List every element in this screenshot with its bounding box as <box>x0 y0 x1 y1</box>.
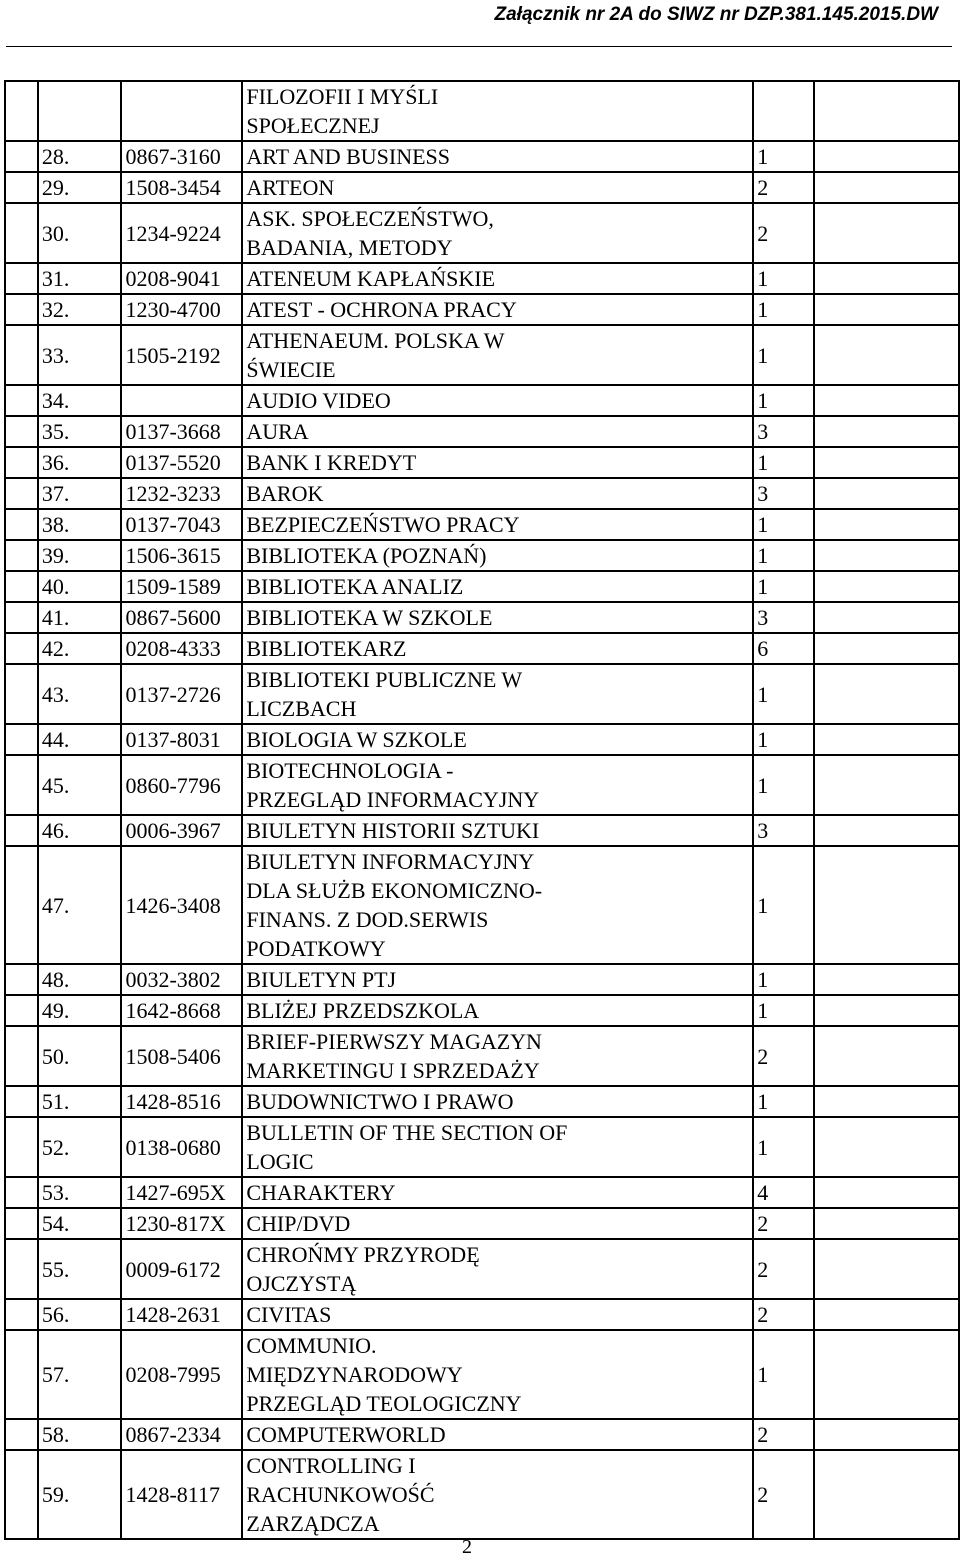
issn-cell: 0009-6172 <box>121 1239 242 1299</box>
row-number-cell: 40. <box>38 571 122 602</box>
blank-cell <box>814 755 959 815</box>
blank-cell <box>5 755 38 815</box>
title-text: AUDIO VIDEO <box>246 388 391 413</box>
count-cell: 1 <box>753 664 814 724</box>
title-cell <box>242 416 753 447</box>
issn-cell: 0867-3160 <box>121 141 242 172</box>
row-number-cell: 39. <box>38 540 122 571</box>
table-row <box>5 1086 959 1117</box>
count-cell: 2 <box>753 203 814 263</box>
count-cell: 1 <box>753 1086 814 1117</box>
row-number-cell: 35. <box>38 416 122 447</box>
blank-cell <box>5 664 38 724</box>
row-number-cell: 42. <box>38 633 122 664</box>
table-row <box>5 1330 959 1419</box>
title-text: AURA <box>246 419 309 444</box>
issn-cell: 0032-3802 <box>121 964 242 995</box>
table-row <box>5 540 959 571</box>
row-number-cell: 30. <box>38 203 122 263</box>
row-number-cell: 29. <box>38 172 122 203</box>
table-row <box>5 964 959 995</box>
title-cell <box>242 755 753 815</box>
table-row <box>5 846 959 964</box>
table-row <box>5 294 959 325</box>
issn-cell: 0867-5600 <box>121 602 242 633</box>
title-cell <box>242 203 753 263</box>
issn-cell: 0208-7995 <box>121 1330 242 1419</box>
row-number-cell: 57. <box>38 1330 122 1419</box>
title-text: BIULETYN PTJ <box>246 967 397 992</box>
blank-cell <box>5 263 38 294</box>
issn-cell: 1232-3233 <box>121 478 242 509</box>
count-cell: 2 <box>753 1208 814 1239</box>
table-row <box>5 447 959 478</box>
issn-cell: 1642-8668 <box>121 995 242 1026</box>
blank-cell <box>5 1419 38 1450</box>
blank-cell <box>814 1177 959 1208</box>
row-number-cell: 34. <box>38 385 122 416</box>
issn-cell: 0137-2726 <box>121 664 242 724</box>
title-text: BIULETYN INFORMACYJNY DLA SŁUŻB EKONOMICZNO- FINANS. Z DOD.SERWIS PODATKOWY <box>246 849 543 961</box>
count-cell: 1 <box>753 385 814 416</box>
title-cell <box>242 1086 753 1117</box>
blank-cell <box>814 294 959 325</box>
count-cell: 1 <box>753 141 814 172</box>
count-cell: 1 <box>753 964 814 995</box>
issn-cell: 0137-5520 <box>121 447 242 478</box>
blank-cell <box>814 964 959 995</box>
blank-cell <box>5 724 38 755</box>
title-text: ASK. SPOŁECZEŃSTWO, BADANIA, METODY <box>246 206 494 260</box>
blank-cell <box>814 1086 959 1117</box>
row-number-cell: 33. <box>38 325 122 385</box>
issn-cell: 0867-2334 <box>121 1419 242 1450</box>
title-text: CIVITAS <box>246 1302 332 1327</box>
issn-cell: 1428-8516 <box>121 1086 242 1117</box>
blank-cell <box>814 1208 959 1239</box>
issn-cell <box>121 81 242 141</box>
row-number-cell: 31. <box>38 263 122 294</box>
table-row <box>5 172 959 203</box>
blank-cell <box>814 1299 959 1330</box>
title-text: BUDOWNICTWO I PRAWO <box>246 1089 514 1114</box>
title-cell <box>242 263 753 294</box>
title-text: BANK I KREDYT <box>246 450 417 475</box>
table-row <box>5 724 959 755</box>
table-row <box>5 815 959 846</box>
blank-cell <box>814 263 959 294</box>
row-number-cell: 37. <box>38 478 122 509</box>
title-text: BIBLIOTEKARZ <box>246 636 407 661</box>
title-text: COMMUNIO. MIĘDZYNARODOWY PRZEGLĄD TEOLOGICZNY <box>246 1333 522 1416</box>
row-number-cell: 45. <box>38 755 122 815</box>
row-number-cell: 32. <box>38 294 122 325</box>
count-cell: 2 <box>753 1299 814 1330</box>
row-number-cell: 53. <box>38 1177 122 1208</box>
title-cell <box>242 540 753 571</box>
title-cell <box>242 1208 753 1239</box>
blank-cell <box>814 447 959 478</box>
count-cell: 1 <box>753 1330 814 1419</box>
row-number-cell: 48. <box>38 964 122 995</box>
blank-cell <box>5 203 38 263</box>
blank-cell <box>814 1419 959 1450</box>
title-cell <box>242 172 753 203</box>
blank-cell <box>5 141 38 172</box>
issn-cell: 1509-1589 <box>121 571 242 602</box>
issn-cell: 0006-3967 <box>121 815 242 846</box>
blank-cell <box>5 81 38 141</box>
table-row <box>5 1208 959 1239</box>
issn-cell: 1230-4700 <box>121 294 242 325</box>
row-number-cell: 38. <box>38 509 122 540</box>
title-text: BIBLIOTEKI PUBLICZNE W LICZBACH <box>246 667 523 721</box>
blank-cell <box>5 1086 38 1117</box>
blank-cell <box>5 1177 38 1208</box>
row-number-cell: 36. <box>38 447 122 478</box>
blank-cell <box>5 172 38 203</box>
title-cell <box>242 964 753 995</box>
blank-cell <box>5 1299 38 1330</box>
count-cell: 1 <box>753 447 814 478</box>
blank-cell <box>5 294 38 325</box>
table-row <box>5 1419 959 1450</box>
title-text: ATENEUM KAPŁAŃSKIE <box>246 266 496 291</box>
count-cell: 3 <box>753 416 814 447</box>
issn-cell: 1508-5406 <box>121 1026 242 1086</box>
blank-cell <box>814 602 959 633</box>
issn-cell: 0138-0680 <box>121 1117 242 1177</box>
table-row <box>5 141 959 172</box>
table-row <box>5 478 959 509</box>
count-cell: 1 <box>753 540 814 571</box>
blank-cell <box>5 815 38 846</box>
blank-cell <box>5 478 38 509</box>
blank-cell <box>814 1117 959 1177</box>
count-cell: 2 <box>753 172 814 203</box>
title-cell <box>242 571 753 602</box>
title-text: CHIP/DVD <box>246 1211 351 1236</box>
blank-cell <box>814 1239 959 1299</box>
issn-cell: 1230-817X <box>121 1208 242 1239</box>
title-text: BEZPIECZEŃSTWO PRACY <box>246 512 520 537</box>
title-cell <box>242 447 753 478</box>
title-cell <box>242 81 753 141</box>
table-row <box>5 995 959 1026</box>
title-cell <box>242 1177 753 1208</box>
count-cell: 3 <box>753 478 814 509</box>
blank-cell <box>814 995 959 1026</box>
blank-cell <box>814 633 959 664</box>
issn-cell: 1428-8117 <box>121 1450 242 1539</box>
count-cell: 2 <box>753 1239 814 1299</box>
count-cell: 1 <box>753 846 814 964</box>
blank-cell <box>814 1026 959 1086</box>
blank-cell <box>5 416 38 447</box>
title-cell <box>242 1299 753 1330</box>
title-text: ARTEON <box>246 175 335 200</box>
blank-cell <box>5 995 38 1026</box>
count-cell: 1 <box>753 724 814 755</box>
blank-cell <box>814 724 959 755</box>
title-cell <box>242 141 753 172</box>
blank-cell <box>814 1330 959 1419</box>
blank-cell <box>814 846 959 964</box>
blank-cell <box>5 447 38 478</box>
title-cell <box>242 846 753 964</box>
blank-cell <box>5 540 38 571</box>
issn-cell: 0208-9041 <box>121 263 242 294</box>
row-number-cell: 56. <box>38 1299 122 1330</box>
blank-cell <box>5 571 38 602</box>
title-text: BAROK <box>246 481 324 506</box>
issn-cell: 0137-7043 <box>121 509 242 540</box>
issn-cell: 1426-3408 <box>121 846 242 964</box>
blank-cell <box>5 385 38 416</box>
blank-cell <box>814 141 959 172</box>
title-cell <box>242 1117 753 1177</box>
title-cell <box>242 995 753 1026</box>
issn-cell: 1427-695X <box>121 1177 242 1208</box>
count-cell: 6 <box>753 633 814 664</box>
table-row <box>5 571 959 602</box>
table-row <box>5 385 959 416</box>
row-number-cell: 41. <box>38 602 122 633</box>
blank-cell <box>5 602 38 633</box>
issn-cell: 1508-3454 <box>121 172 242 203</box>
count-cell: 1 <box>753 755 814 815</box>
title-text: BULLETIN OF THE SECTION OF LOGIC <box>246 1120 568 1174</box>
title-text: ATHENAEUM. POLSKA W ŚWIECIE <box>246 328 505 382</box>
table-row <box>5 664 959 724</box>
title-cell <box>242 325 753 385</box>
count-cell: 3 <box>753 815 814 846</box>
count-cell: 1 <box>753 509 814 540</box>
row-number-cell: 52. <box>38 1117 122 1177</box>
title-text: BIOTECHNOLOGIA - PRZEGLĄD INFORMACYJNY <box>246 758 540 812</box>
row-number-cell: 46. <box>38 815 122 846</box>
table-row <box>5 602 959 633</box>
count-cell: 1 <box>753 294 814 325</box>
title-text: BLIŻEJ PRZEDSZKOLA <box>246 998 480 1023</box>
blank-cell <box>5 1026 38 1086</box>
blank-cell <box>814 571 959 602</box>
row-number-cell: 47. <box>38 846 122 964</box>
count-cell: 1 <box>753 263 814 294</box>
count-cell: 2 <box>753 1419 814 1450</box>
row-number-cell: 28. <box>38 141 122 172</box>
table-row <box>5 203 959 263</box>
issn-cell: 0137-8031 <box>121 724 242 755</box>
table-row <box>5 1177 959 1208</box>
blank-cell <box>5 509 38 540</box>
count-cell: 4 <box>753 1177 814 1208</box>
title-cell <box>242 1450 753 1539</box>
issn-cell: 1506-3615 <box>121 540 242 571</box>
table-row <box>5 263 959 294</box>
blank-cell <box>814 815 959 846</box>
title-cell <box>242 633 753 664</box>
title-cell <box>242 1239 753 1299</box>
blank-cell <box>5 846 38 964</box>
blank-cell <box>814 540 959 571</box>
table-row <box>5 1026 959 1086</box>
title-cell <box>242 602 753 633</box>
row-number-cell <box>38 81 122 141</box>
count-cell: 3 <box>753 602 814 633</box>
row-number-cell: 50. <box>38 1026 122 1086</box>
row-number-cell: 59. <box>38 1450 122 1539</box>
page-number: 2 <box>462 1536 472 1558</box>
issn-cell: 1505-2192 <box>121 325 242 385</box>
title-text: COMPUTERWORLD <box>246 1422 446 1447</box>
title-cell <box>242 478 753 509</box>
title-text: ART AND BUSINESS <box>246 144 451 169</box>
issn-cell: 0208-4333 <box>121 633 242 664</box>
journal-table-body <box>5 81 959 1539</box>
title-text: CHROŃMY PRZYRODĘ OJCZYSTĄ <box>246 1242 480 1296</box>
title-text: BRIEF-PIERWSZY MAGAZYN MARKETINGU I SPRZEDAŻY <box>246 1029 542 1083</box>
issn-cell: 1234-9224 <box>121 203 242 263</box>
table-row <box>5 1117 959 1177</box>
title-text: CONTROLLING I RACHUNKOWOŚĆ ZARZĄDCZA <box>246 1453 435 1536</box>
table-row <box>5 325 959 385</box>
title-cell <box>242 1419 753 1450</box>
title-cell <box>242 385 753 416</box>
issn-cell: 0860-7796 <box>121 755 242 815</box>
issn-cell: 0137-3668 <box>121 416 242 447</box>
blank-cell <box>814 509 959 540</box>
table-row <box>5 1239 959 1299</box>
blank-cell <box>5 1208 38 1239</box>
blank-cell <box>814 172 959 203</box>
header-rule <box>6 46 952 47</box>
title-text: BIBLIOTEKA (POZNAŃ) <box>246 543 487 568</box>
table-row <box>5 755 959 815</box>
row-number-cell: 55. <box>38 1239 122 1299</box>
blank-cell <box>814 664 959 724</box>
row-number-cell: 49. <box>38 995 122 1026</box>
count-cell: 1 <box>753 571 814 602</box>
journal-table <box>4 80 960 1540</box>
blank-cell <box>814 325 959 385</box>
table-row <box>5 509 959 540</box>
table-row <box>5 633 959 664</box>
blank-cell <box>814 478 959 509</box>
blank-cell <box>814 81 959 141</box>
title-text: FILOZOFII I MYŚLI SPOŁECZNEJ <box>246 84 439 138</box>
blank-cell <box>5 964 38 995</box>
title-cell <box>242 294 753 325</box>
blank-cell <box>5 1117 38 1177</box>
title-cell <box>242 1026 753 1086</box>
table-row <box>5 81 959 141</box>
document-header: Załącznik nr 2A do SIWZ nr DZP.381.145.2015.DW <box>494 4 938 25</box>
count-cell <box>753 81 814 141</box>
count-cell: 1 <box>753 995 814 1026</box>
table-row <box>5 416 959 447</box>
blank-cell <box>814 1450 959 1539</box>
count-cell: 2 <box>753 1450 814 1539</box>
title-cell <box>242 1330 753 1419</box>
title-cell <box>242 664 753 724</box>
blank-cell <box>5 633 38 664</box>
title-cell <box>242 724 753 755</box>
issn-cell: 1428-2631 <box>121 1299 242 1330</box>
row-number-cell: 51. <box>38 1086 122 1117</box>
blank-cell <box>814 385 959 416</box>
blank-cell <box>5 1239 38 1299</box>
table-row <box>5 1299 959 1330</box>
title-cell <box>242 815 753 846</box>
row-number-cell: 54. <box>38 1208 122 1239</box>
title-text: BIBLIOTEKA ANALIZ <box>246 574 464 599</box>
row-number-cell: 58. <box>38 1419 122 1450</box>
title-text: BIOLOGIA W SZKOLE <box>246 727 467 752</box>
table-row <box>5 1450 959 1539</box>
count-cell: 2 <box>753 1026 814 1086</box>
count-cell: 1 <box>753 325 814 385</box>
row-number-cell: 44. <box>38 724 122 755</box>
count-cell: 1 <box>753 1117 814 1177</box>
title-text: CHARAKTERY <box>246 1180 396 1205</box>
issn-cell <box>121 385 242 416</box>
blank-cell <box>5 1330 38 1419</box>
row-number-cell: 43. <box>38 664 122 724</box>
title-text: ATEST - OCHRONA PRACY <box>246 297 517 322</box>
title-text: BIULETYN HISTORII SZTUKI <box>246 818 540 843</box>
blank-cell <box>814 203 959 263</box>
blank-cell <box>814 416 959 447</box>
title-cell <box>242 509 753 540</box>
blank-cell <box>5 325 38 385</box>
title-text: BIBLIOTEKA W SZKOLE <box>246 605 493 630</box>
blank-cell <box>5 1450 38 1539</box>
